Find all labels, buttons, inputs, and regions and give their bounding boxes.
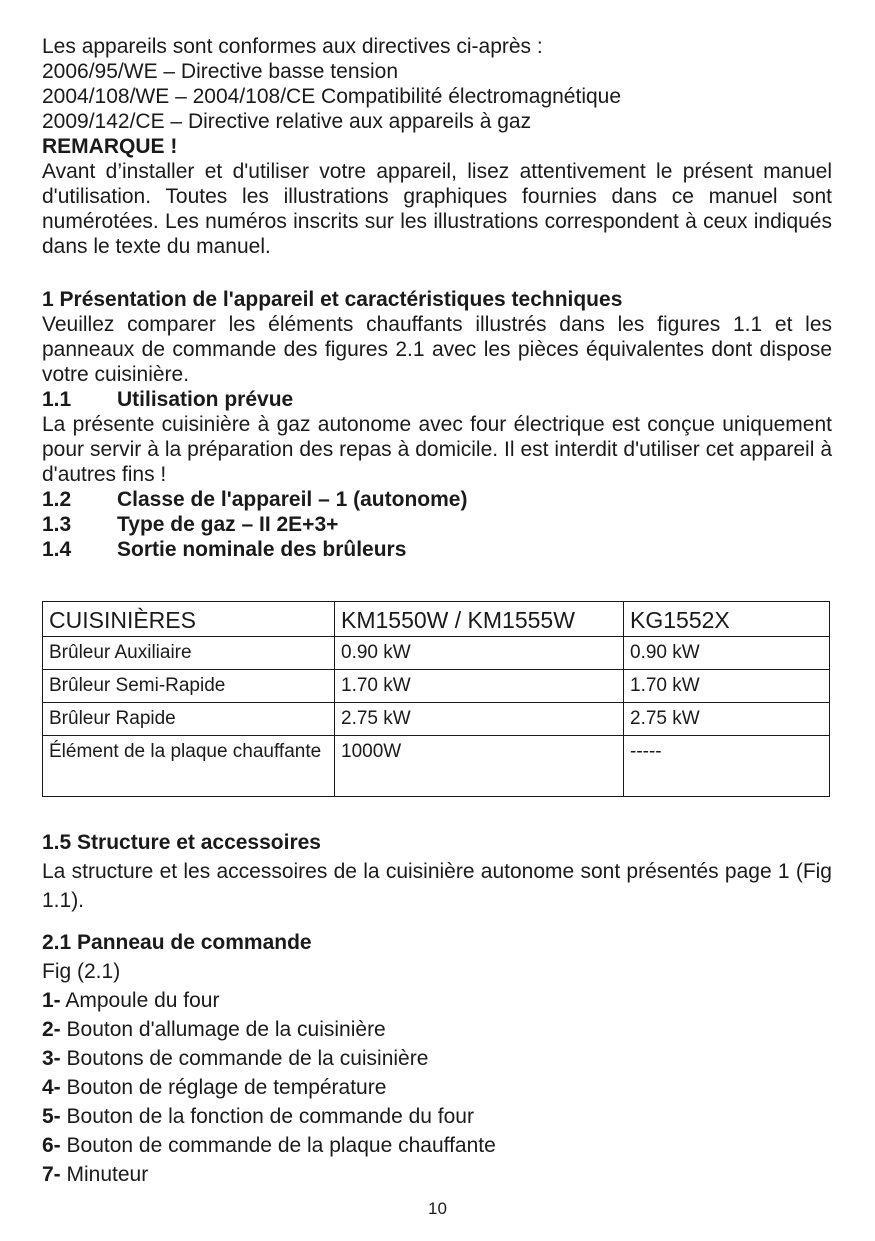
burner-output-table bbox=[42, 601, 830, 797]
page-top-block bbox=[42, 34, 832, 562]
table-header-cell: KM1550W / KM1555W bbox=[335, 602, 624, 637]
table-header-row bbox=[43, 602, 830, 637]
section-1-1-heading bbox=[42, 387, 832, 412]
item-text: Bouton de la fonction de commande du four bbox=[60, 1105, 474, 1128]
list-item bbox=[42, 1160, 832, 1189]
section-1-5-title: 1.5 Structure et accessoires bbox=[42, 831, 321, 854]
item-text: Ampoule du four bbox=[60, 989, 220, 1012]
list-item bbox=[42, 986, 832, 1015]
item-text: Minuteur bbox=[60, 1163, 149, 1186]
section-1-title: 1 Présentation de l'appareil et caractéristiques techniques bbox=[42, 288, 623, 311]
item-text: Bouton d'allumage de la cuisinière bbox=[60, 1018, 386, 1041]
table-header-cell: KG1552X bbox=[624, 602, 830, 637]
list-item bbox=[42, 1102, 832, 1131]
directive-low-voltage: 2006/95/WE – Directive basse tension bbox=[42, 60, 399, 83]
table-cell: Brûleur Semi-Rapide bbox=[43, 670, 335, 703]
table-row bbox=[43, 703, 830, 736]
item-number: 4- bbox=[42, 1076, 61, 1099]
section-number: 1.2 bbox=[42, 488, 72, 511]
page-bottom-block bbox=[42, 828, 832, 1189]
item-number: 2- bbox=[42, 1018, 61, 1041]
item-number: 6- bbox=[42, 1134, 61, 1157]
table-cell: 1.70 kW bbox=[624, 670, 830, 703]
table-cell: 2.75 kW bbox=[624, 703, 830, 736]
list-item bbox=[42, 1073, 832, 1102]
item-text: Boutons de commande de la cuisinière bbox=[60, 1047, 429, 1070]
item-number: 3- bbox=[42, 1047, 61, 1070]
section-1-text: Veuillez comparer les éléments chauffants illustrés dans les figures 1.1 et les panneaux de commande des figures 2.1 avec les pièces équivalentes dont dispose votre cuisinière. bbox=[42, 313, 832, 386]
table-cell: Brûleur Rapide bbox=[43, 703, 335, 736]
figure-reference: Fig (2.1) bbox=[42, 960, 121, 983]
table-cell: 2.75 kW bbox=[335, 703, 624, 736]
control-panel-list bbox=[42, 986, 832, 1189]
section-1-2-heading bbox=[42, 487, 832, 512]
table-row bbox=[43, 637, 830, 670]
section-2-1-title: 2.1 Panneau de commande bbox=[42, 931, 312, 954]
directive-gas: 2009/142/CE – Directive relative aux appareils à gaz bbox=[42, 110, 532, 133]
remark-title: REMARQUE ! bbox=[42, 135, 178, 158]
table-row bbox=[43, 736, 830, 797]
item-text: Bouton de réglage de température bbox=[60, 1076, 387, 1099]
section-1-4-heading bbox=[42, 537, 832, 562]
item-number: 1- bbox=[42, 989, 61, 1012]
list-item bbox=[42, 1131, 832, 1160]
item-text: Bouton de commande de la plaque chauffante bbox=[60, 1134, 496, 1157]
list-item bbox=[42, 1044, 832, 1073]
section-title: Type de gaz – II 2E+3+ bbox=[117, 513, 339, 536]
directive-emc: 2004/108/WE – 2004/108/CE Compatibilité électromagnétique bbox=[42, 85, 622, 108]
table-cell: 0.90 kW bbox=[335, 637, 624, 670]
section-number: 1.3 bbox=[42, 513, 72, 536]
section-1-1-text: La présente cuisinière à gaz autonome avec four électrique est conçue uniquement pour servir à la préparation des repas à domicile. Il est interdit d'utiliser cet appareil à d'autres fins ! bbox=[42, 413, 832, 486]
table-cell: 1000W bbox=[335, 736, 624, 797]
section-title: Sortie nominale des brûleurs bbox=[117, 538, 407, 561]
section-title: Utilisation prévue bbox=[117, 388, 294, 411]
section-number: 1.1 bbox=[42, 388, 72, 411]
item-number: 5- bbox=[42, 1105, 61, 1128]
table-cell: ----- bbox=[624, 736, 830, 797]
section-1-3-heading bbox=[42, 512, 832, 537]
table-header-cell: CUISINIÈRES bbox=[43, 602, 335, 637]
remark-text: Avant d’installer et d'utiliser votre appareil, lisez attentivement le présent manuel d'utilisation. Toutes les illustrations graphiques fournies dans ce manuel sont numérotées. Les numéros inscrits sur les illustrations correspondent à ceux indiqués dans le texte du manuel. bbox=[42, 160, 832, 258]
section-title: Classe de l'appareil – 1 (autonome) bbox=[117, 488, 468, 511]
directives-intro: Les appareils sont conformes aux directives ci-après : bbox=[42, 35, 543, 58]
section-number: 1.4 bbox=[42, 538, 72, 561]
table-cell: Élément de la plaque chauffante bbox=[43, 736, 335, 797]
item-number: 7- bbox=[42, 1163, 61, 1186]
page-number: 10 bbox=[428, 1199, 447, 1218]
section-1-5-text: La structure et les accessoires de la cuisinière autonome sont présentés page 1 (Fig 1.1). bbox=[42, 860, 832, 912]
table-cell: Brûleur Auxiliaire bbox=[43, 637, 335, 670]
list-item bbox=[42, 1015, 832, 1044]
table-cell: 0.90 kW bbox=[624, 637, 830, 670]
table-cell: 1.70 kW bbox=[335, 670, 624, 703]
table-row bbox=[43, 670, 830, 703]
